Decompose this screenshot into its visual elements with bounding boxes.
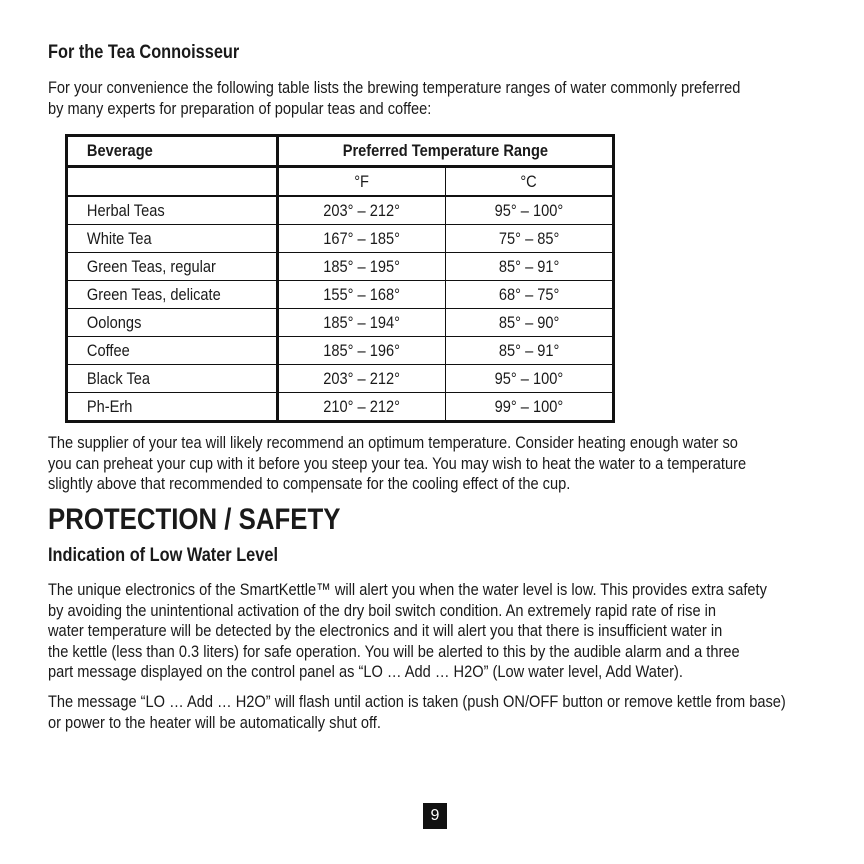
table-units-row [67, 167, 614, 197]
beverage-cell: White Tea [67, 225, 278, 253]
celsius-cell: 85° – 91° [446, 253, 614, 281]
section-title: For the Tea Connoisseur [48, 42, 240, 63]
page-number: 9 [423, 803, 447, 829]
fahrenheit-cell: 185° – 196° [278, 337, 446, 365]
table-row [67, 225, 614, 253]
beverage-cell: Oolongs [67, 309, 278, 337]
celsius-cell: 85° – 90° [446, 309, 614, 337]
unit-fahrenheit: °F [278, 167, 446, 197]
beverage-cell: Green Teas, delicate [67, 281, 278, 309]
fahrenheit-cell: 185° – 195° [278, 253, 446, 281]
flash-message-paragraph: The message “LO … Add … H2O” will flash until action is taken (push ON/OFF button or remove kettle from base) or power to the heater will be automatically shut off. [48, 692, 786, 732]
low-water-paragraph: The unique electronics of the SmartKettle™ will alert you when the water level is low. This provides extra safety by avoiding the unintentional activation of the dry boil switch condition. An extremely rapid rate of rise in water temperature will be detected by the electronics and it will alert you that there is insufficient water in the kettle (less than 0.3 liters) for safe operation. You will be alerted to this by the audible alarm and a three part message displayed on the control panel as “LO … Add … H2O” (Low water level, Add Water). [48, 580, 767, 681]
table-row [67, 309, 614, 337]
intro-paragraph: For your convenience the following table lists the brewing temperature ranges of water commonly preferred by many experts for preparation of popular teas and coffee: [48, 78, 741, 118]
table-row [67, 281, 614, 309]
header-beverage: Beverage [67, 136, 278, 167]
beverage-cell: Herbal Teas [67, 196, 278, 225]
fahrenheit-cell: 167° – 185° [278, 225, 446, 253]
header-temperature-range: Preferred Temperature Range [278, 136, 614, 167]
celsius-cell: 68° – 75° [446, 281, 614, 309]
celsius-cell: 99° – 100° [446, 393, 614, 422]
supplier-note-paragraph: The supplier of your tea will likely recommend an optimum temperature. Consider heating enough water so you can preheat your cup with it before you steep your tea. You may wish to heat the water to a temperature slightly above that recommended to compensate for the cooling effect of the cup. [48, 433, 747, 493]
brewing-temperature-table [65, 134, 615, 423]
celsius-cell: 95° – 100° [446, 365, 614, 393]
fahrenheit-cell: 185° – 194° [278, 309, 446, 337]
table-row [67, 253, 614, 281]
fahrenheit-cell: 203° – 212° [278, 365, 446, 393]
fahrenheit-cell: 210° – 212° [278, 393, 446, 422]
table-header-row [67, 136, 614, 167]
units-blank-cell [67, 167, 278, 197]
table-row [67, 196, 614, 225]
unit-celsius: °C [446, 167, 614, 197]
fahrenheit-cell: 155° – 168° [278, 281, 446, 309]
beverage-cell: Coffee [67, 337, 278, 365]
table-row [67, 337, 614, 365]
low-water-heading: Indication of Low Water Level [48, 545, 278, 566]
beverage-cell: Black Tea [67, 365, 278, 393]
beverage-cell: Green Teas, regular [67, 253, 278, 281]
table-row [67, 365, 614, 393]
celsius-cell: 95° – 100° [446, 196, 614, 225]
celsius-cell: 85° – 91° [446, 337, 614, 365]
beverage-cell: Ph-Erh [67, 393, 278, 422]
table-row [67, 393, 614, 422]
fahrenheit-cell: 203° – 212° [278, 196, 446, 225]
celsius-cell: 75° – 85° [446, 225, 614, 253]
protection-safety-heading: PROTECTION / SAFETY [48, 503, 341, 536]
